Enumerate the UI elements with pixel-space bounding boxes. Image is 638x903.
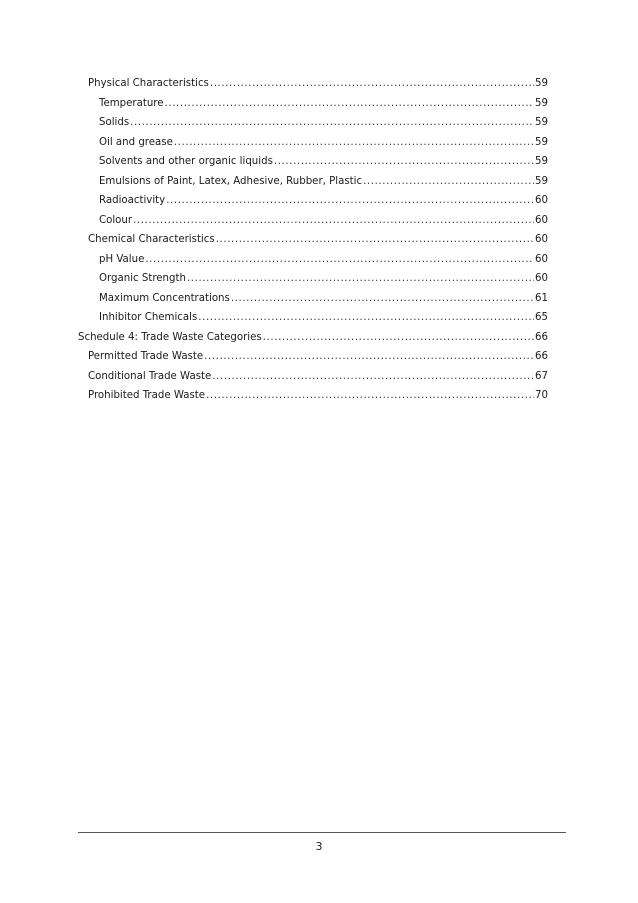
toc-entry-label: Chemical Characteristics [88,234,215,245]
toc-entry[interactable] [88,388,548,404]
toc-entry-page: 60 [535,273,548,284]
page-number: 3 [315,840,323,853]
toc-entry-page: 65 [535,312,548,323]
toc-entry[interactable] [99,271,548,287]
toc-entry-label: Temperature [99,97,164,109]
toc-entry-label: Schedule 4: Trade Waste Categories [78,331,262,343]
toc-entry-page: 60 [535,195,548,206]
toc-dot-leader [363,174,534,190]
toc-dot-leader [206,388,534,404]
toc-entry[interactable] [88,369,548,385]
toc-dot-leader [198,310,534,326]
toc-entry[interactable] [99,291,548,307]
toc-entry-page: 59 [535,156,548,167]
toc-entry[interactable] [88,76,548,92]
toc-entry[interactable] [99,174,548,190]
toc-entry-label: Prohibited Trade Waste [88,390,206,401]
toc-entry-page: 59 [535,175,548,187]
toc-entry[interactable] [99,193,548,209]
toc-entry-label: Physical Characteristics [88,78,209,89]
toc-dot-leader [174,135,534,151]
toc-entry-label: Colour [99,214,133,226]
toc-entry-label: Inhibitor Chemicals [99,312,198,323]
toc-entry-page: 66 [535,351,548,362]
toc-dot-leader [210,76,534,92]
toc-entry[interactable] [78,330,548,346]
toc-entry[interactable] [99,115,548,131]
toc-entry-label: Solids [99,117,130,128]
toc-entry-page: 61 [535,292,548,304]
toc-dot-leader [274,154,534,170]
toc-dot-leader [166,193,534,209]
toc-dot-leader [216,232,534,248]
toc-entry-page: 59 [535,78,548,89]
toc-entry-label: Maximum Concentrations [99,292,230,304]
toc-entry-page: 60 [535,253,548,265]
toc-entry-label: Oil and grease [99,136,173,148]
toc-dot-leader [263,330,534,346]
toc-entry-page: 67 [535,370,548,382]
toc-dot-leader [231,291,534,307]
toc-entry-label: Solvents and other organic liquids [99,156,273,167]
toc-entry-page: 59 [535,136,548,148]
toc-entry-label: Emulsions of Paint, Latex, Adhesive, Rubber, Plastic [99,175,363,187]
toc-entry[interactable] [99,213,548,229]
toc-entry[interactable] [99,310,548,326]
toc-entry-page: 66 [535,331,548,343]
toc-dot-leader [133,213,534,229]
toc-dot-leader [204,349,534,365]
toc-entry[interactable] [99,96,548,112]
toc-entry-page: 59 [535,97,548,109]
toc-entry[interactable] [99,154,548,170]
toc-entry-label: Permitted Trade Waste [88,351,204,362]
toc-dot-leader [145,252,534,268]
toc-entry-page: 60 [535,234,548,245]
toc-dot-leader [212,369,534,385]
toc-entry-label: Organic Strength [99,273,186,284]
toc-entry-label: Conditional Trade Waste [88,370,212,382]
toc-entry-page: 60 [535,214,548,226]
toc-entry-label: Radioactivity [99,195,166,206]
toc-entry-label: pH Value [99,253,145,265]
toc-entry-page: 70 [535,390,548,401]
toc-entry[interactable] [99,252,548,268]
toc-entry[interactable] [99,135,548,151]
toc-entry-page: 59 [535,117,548,128]
toc-dot-leader [187,271,534,287]
toc-entry[interactable] [88,232,548,248]
toc-dot-leader [165,96,535,112]
toc-dot-leader [130,115,534,131]
footer-divider [78,832,566,833]
toc-entry[interactable] [88,349,548,365]
